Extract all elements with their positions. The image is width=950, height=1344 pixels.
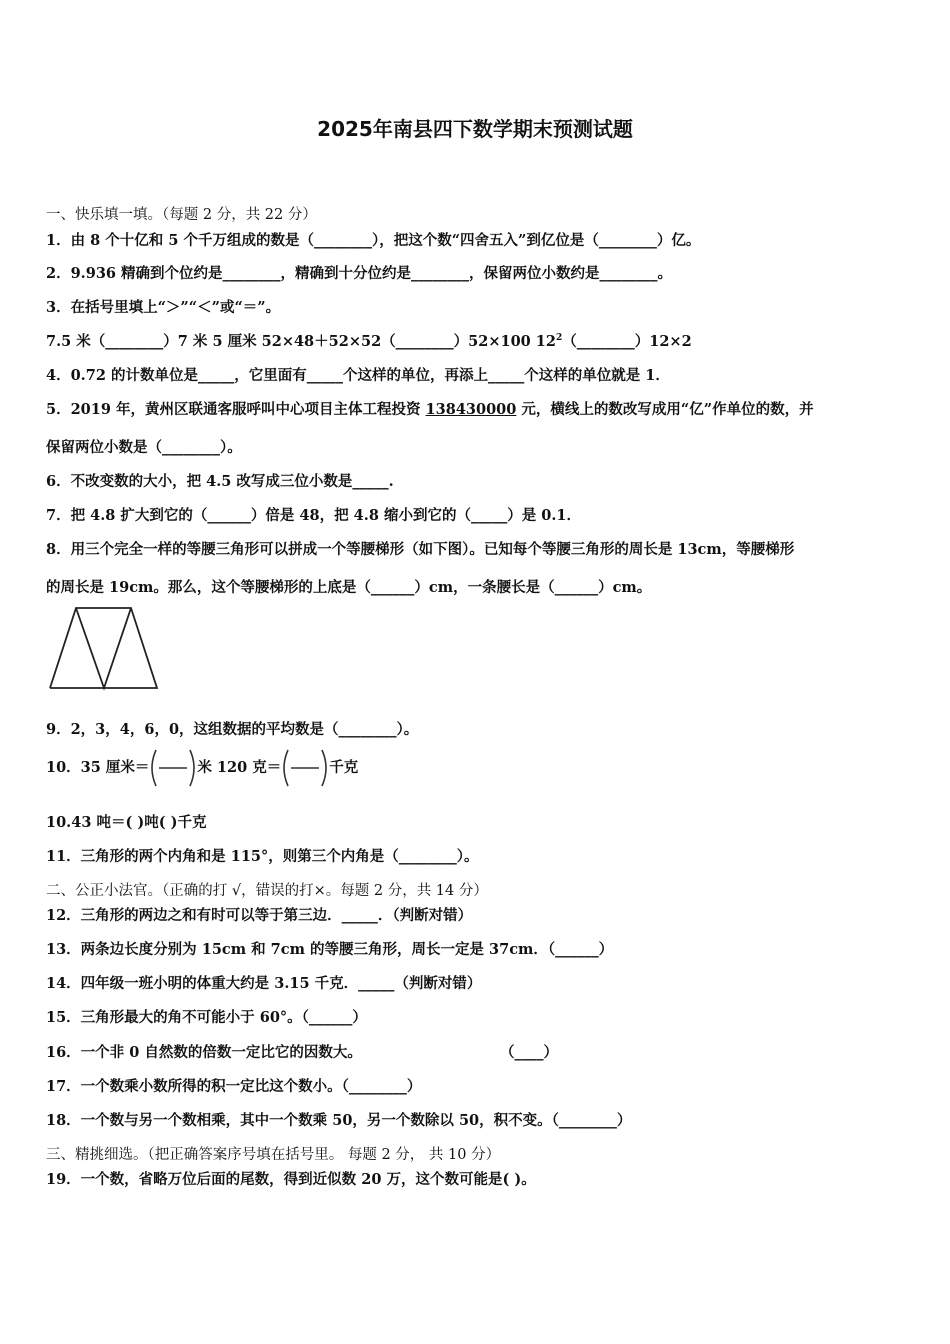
question-13: 13．两条边长度分别为 15cm 和 7cm 的等腰三角形，周长一定是 37cm．（______） [46,941,614,958]
question-10 [46,746,358,790]
trapezoid-figure [46,602,162,694]
q3-text-b: （________）12×2 [562,333,692,350]
question-3: 3．在括号里填上“＞”“＜”或“＝”。 [46,299,281,316]
q5-text-post: 元，横线上的数改写成用“亿”作单位的数，并 [516,401,814,418]
question-7: 7．把 4.8 扩大到它的（______）倍是 48，把 4.8 缩小到它的（_____）是 0.1． [46,507,581,524]
q10-text-b: 米 120 克＝ [197,759,282,776]
section-heading-3: 三、精挑细选。（把正确答案序号填在括号里。 每题 2 分， 共 10 分） [46,1147,501,1163]
q5-text-pre: 5．2019 年，黄州区联通客服呼叫中心项目主体工程投资 [46,401,426,418]
question-3-items [46,330,692,351]
fraction-blank-1 [149,748,197,788]
question-5 [46,398,814,419]
q3-text-a: 7.5 米（________）7 米 5 厘米 52×48＋52×52（________）52×100 12 [46,333,556,350]
question-11: 11．三角形的两个内角和是 115°，则第三个内角是（________）。 [46,848,479,865]
question-19: 19．一个数，省略万位后面的尾数，得到近似数 20 万，这个数可能是( )。 [46,1171,536,1188]
question-16-blank: （____） [500,1044,558,1061]
section-heading-1: 一、快乐填一填。（每题 2 分，共 22 分） [46,207,317,223]
q3-superscript: 2 [555,333,563,344]
q10-text-c: 千克 [329,759,359,776]
trapezoid-outline [50,608,157,688]
question-9: 9．2，3，4，6，0，这组数据的平均数是（________）。 [46,721,419,738]
question-8-cont: 的周长是 19cm。那么，这个等腰梯形的上底是（______）cm，一条腰长是（______）cm。 [46,579,652,596]
q10-text-a: 10．35 厘米＝ [46,759,150,776]
question-12: 12．三角形的两边之和有时可以等于第三边．_____．（判断对错） [46,907,473,924]
section-heading-2: 二、公正小法官。（正确的打 √，错误的打×。每题 2 分，共 14 分） [46,883,488,899]
question-14: 14．四年级一班小明的体重大约是 3.15 千克．_____（判断对错） [46,975,482,992]
question-8: 8．用三个完全一样的等腰三角形可以拼成一个等腰梯形（如下图）。已知每个等腰三角形的周长是 13cm，等腰梯形 [46,541,795,558]
question-6: 6．不改变数的大小，把 4.5 改写成三位小数是_____. [46,473,394,490]
question-5-cont: 保留两位小数是（________）。 [46,439,242,456]
question-1: 1．由 8 个十亿和 5 个千万组成的数是（________），把这个数“四舍五入”到亿位是（________）亿。 [46,232,701,249]
question-17: 17．一个数乘小数所得的积一定比这个数小。（________） [46,1078,422,1095]
q5-underlined-number: 138430000 [425,401,517,418]
question-2: 2．9.936 精确到个位约是________，精确到十分位约是________，保留两位小数约是________。 [46,265,673,282]
triangle-divider [76,608,131,688]
question-18: 18．一个数与另一个数相乘，其中一个数乘 50，另一个数除以 50，积不变。（________） [46,1112,632,1129]
question-16: 16．一个非 0 自然数的倍数一定比它的因数大。 [46,1044,362,1061]
page-title: 2025年南县四下数学期末预测试题 [317,117,633,141]
fraction-blank-2 [281,748,329,788]
question-4: 4．0.72 的计数单位是_____，它里面有_____个这样的单位，再添上_____个这样的单位就是 1． [46,367,670,384]
question-15: 15．三角形最大的角不可能小于 60°。（______） [46,1009,367,1026]
question-10-b: 10.43 吨＝( )吨( )千克 [46,814,207,831]
